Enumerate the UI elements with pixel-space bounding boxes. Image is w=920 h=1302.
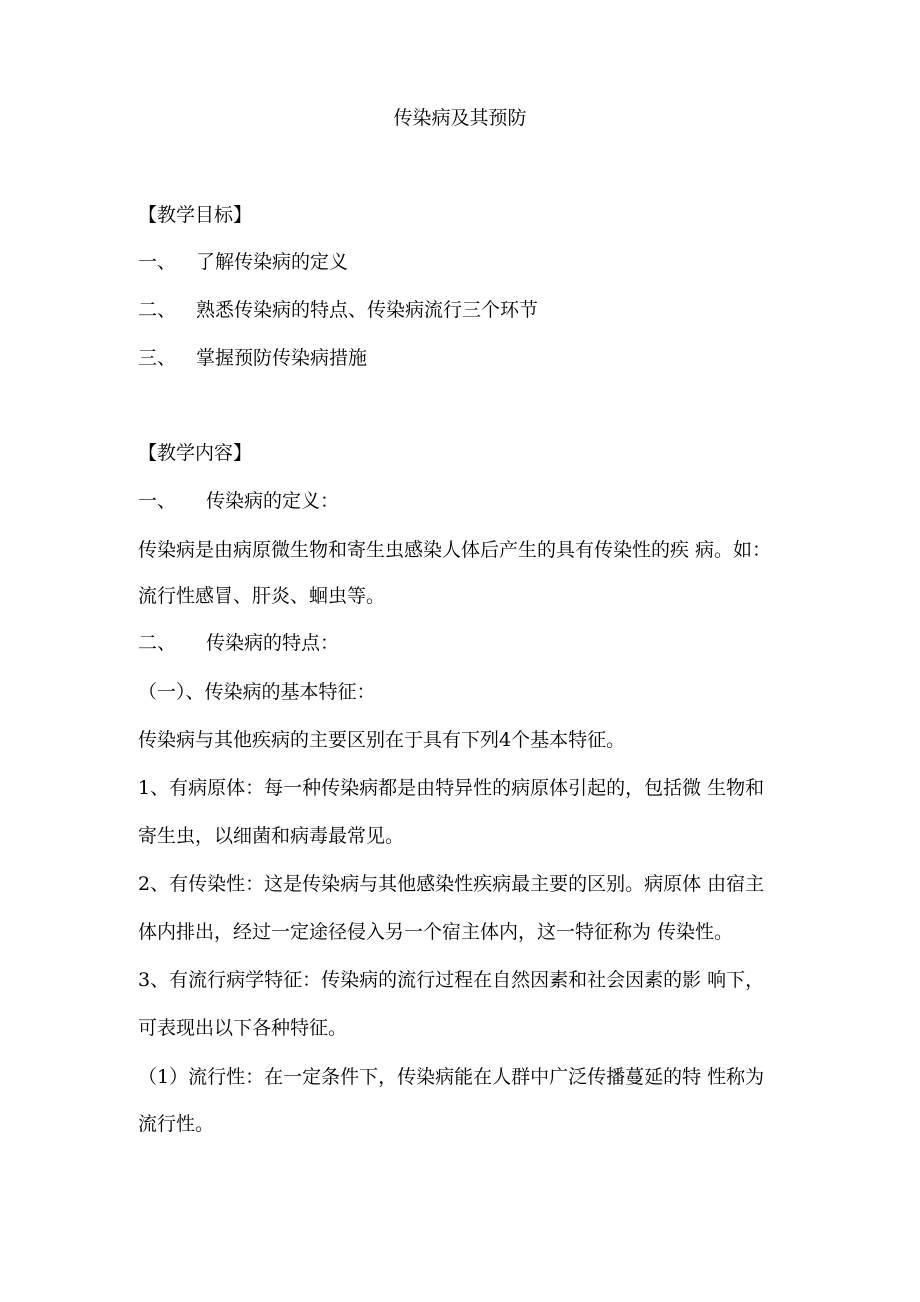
objective-item-1 — [138, 250, 348, 274]
feature-1-line-1: 1、有病原体：每一种传染病都是由特异性的病原体引起的，包括微 生物和 — [138, 777, 765, 799]
section-text: 传染病的定义： — [206, 490, 340, 512]
section-number: 二、 — [138, 632, 177, 654]
objective-number: 一、 — [138, 251, 177, 273]
objective-text: 掌握预防传染病措施 — [196, 347, 368, 369]
section-number: 一、 — [138, 490, 177, 512]
section-text: 传染病的特点： — [206, 632, 340, 654]
objective-item-2 — [138, 298, 538, 322]
feature-1-line-2: 寄生虫，以细菌和病毒最常见。 — [138, 825, 405, 847]
objective-number: 三、 — [138, 347, 177, 369]
section-2-heading — [138, 631, 339, 655]
content-heading: 【教学内容】 — [138, 442, 253, 464]
feature-2-line-1: 2、有传染性：这是传染病与其他感染性疾病最主要的区别。病原体 由宿主 — [138, 873, 765, 895]
objectives-heading: 【教学目标】 — [138, 204, 253, 226]
objective-item-3 — [138, 346, 367, 370]
subsection-1-heading: （一）、传染病的基本特征： — [138, 681, 376, 703]
features-intro: 传染病与其他疾病的主要区别在于具有下列4个基本特征。 — [138, 729, 626, 751]
feature-2-line-2: 体内排出，经过一定途径侵入另一个宿主体内，这一特征称为 传染性。 — [138, 921, 734, 943]
definition-line-2: 流行性感冒、肝炎、蛔虫等。 — [138, 585, 386, 607]
section-1-heading — [138, 489, 339, 513]
feature-3a-line-1: （1）流行性：在一定条件下，传染病能在人群中广泛传播蔓延的特 性称为 — [138, 1066, 765, 1088]
document-title: 传染病及其预防 — [393, 107, 527, 129]
objective-text: 了解传染病的定义 — [196, 251, 349, 273]
objective-number: 二、 — [138, 299, 177, 321]
objective-text: 熟悉传染病的特点、传染病流行三个环节 — [196, 299, 539, 321]
feature-3-line-1: 3、有流行病学特征：传染病的流行过程在自然因素和社会因素的影 响下， — [138, 969, 765, 991]
feature-3-line-2: 可表现出以下各种特征。 — [138, 1017, 348, 1039]
feature-3a-line-2: 流行性。 — [138, 1113, 215, 1135]
definition-line-1: 传染病是由病原微生物和寄生虫感染人体后产生的具有传染性的疾 病。如： — [138, 539, 772, 561]
